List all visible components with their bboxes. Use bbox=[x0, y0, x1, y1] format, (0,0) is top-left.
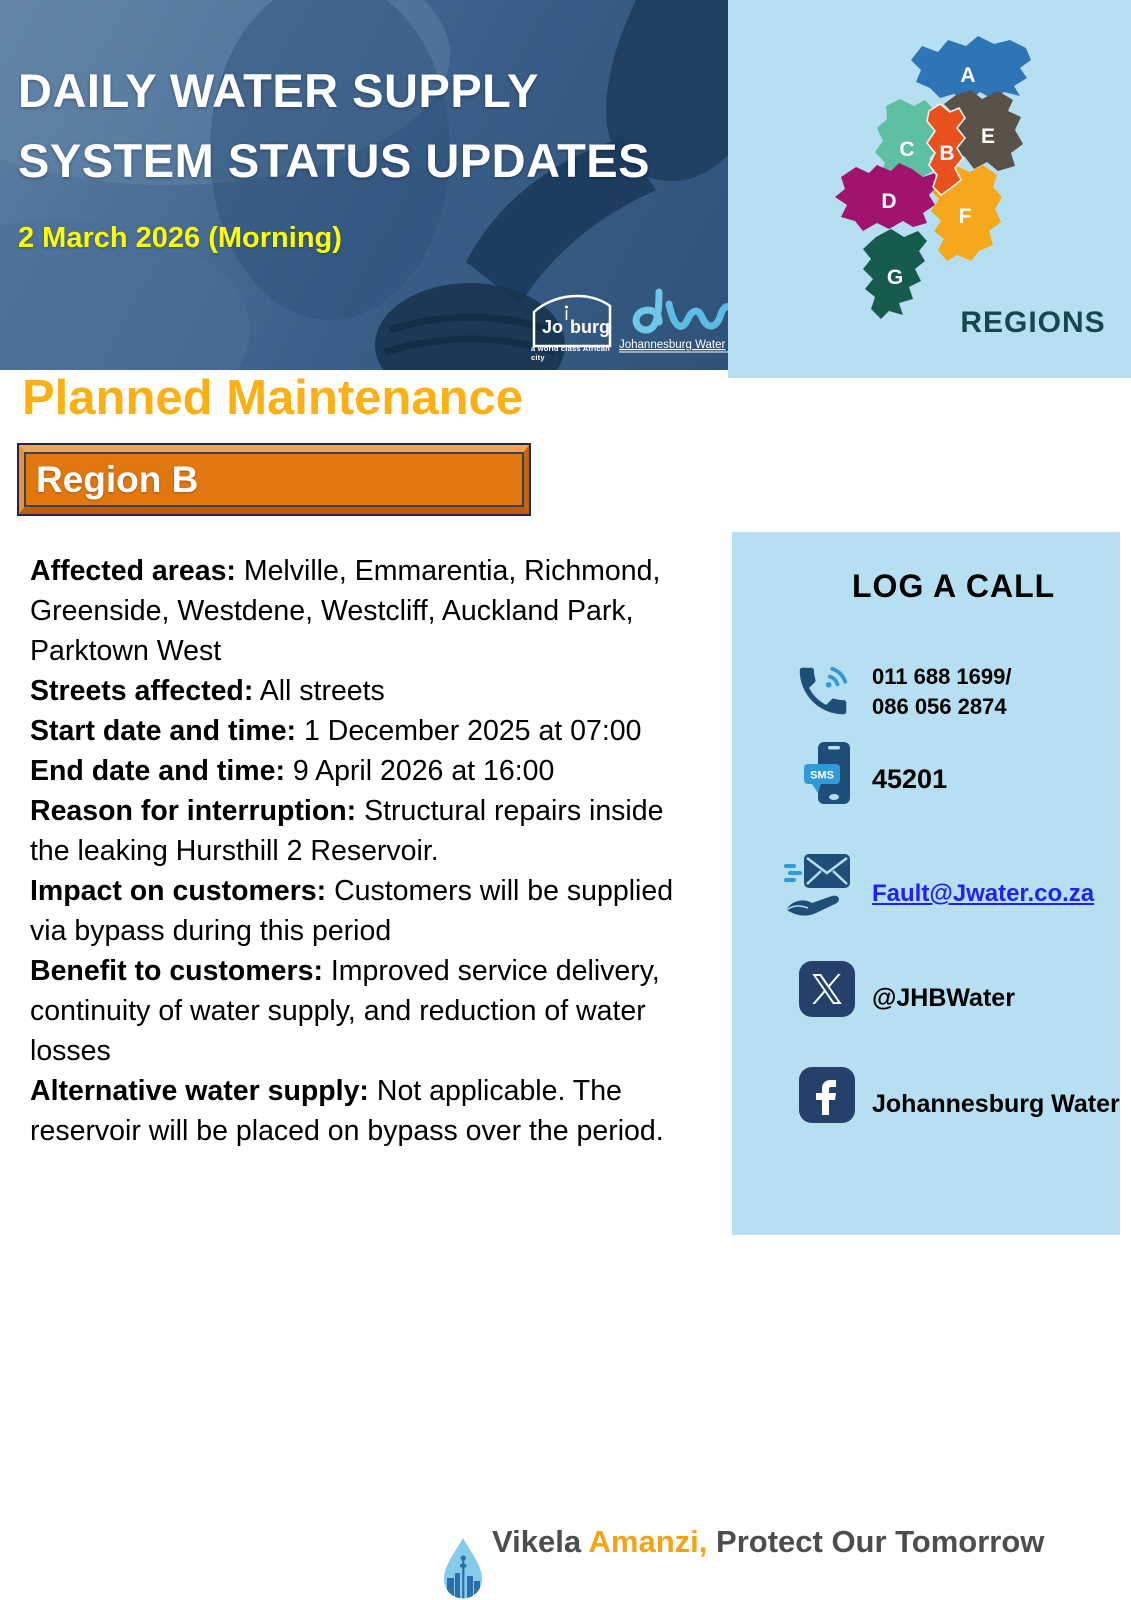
phone-numbers bbox=[872, 662, 1011, 722]
region-d-label: D bbox=[881, 190, 897, 213]
detail-label: End date and time: bbox=[30, 755, 285, 787]
region-a-label: A bbox=[960, 64, 976, 87]
detail-alternative bbox=[30, 1071, 702, 1151]
water-drop-icon bbox=[443, 1536, 483, 1600]
region-g-label: G bbox=[886, 266, 904, 289]
region-b-label: B bbox=[939, 142, 955, 165]
page-title-line2: SYSTEM STATUS UPDATES bbox=[18, 134, 650, 187]
detail-label: Affected areas: bbox=[30, 555, 236, 587]
sms-number: 45201 bbox=[872, 764, 948, 794]
regions-map-panel bbox=[728, 0, 1131, 378]
x-icon bbox=[798, 960, 856, 1018]
detail-impact bbox=[30, 871, 702, 951]
sms-icon bbox=[802, 740, 854, 810]
regions-map bbox=[728, 0, 1131, 378]
phone-icon bbox=[792, 660, 854, 722]
svg-text:SMS: SMS bbox=[810, 769, 834, 782]
region-banner-label: Region B bbox=[36, 458, 199, 500]
detail-reason bbox=[30, 791, 702, 871]
detail-start bbox=[30, 711, 702, 751]
detail-value: Melville, Emmarentia, Richmond, Greenside, Westdene, Westcliff, Auckland Park, Parktown West bbox=[30, 555, 661, 667]
detail-value: Improved service delivery, continuity of water supply, and reduction of water losses bbox=[30, 955, 660, 1067]
phone-number-line1: 011 688 1699/ bbox=[872, 664, 1012, 689]
joburg-tagline: a world class African city bbox=[531, 344, 610, 362]
detail-value: Not applicable. The reservoir will be placed on bypass over the period. bbox=[30, 1075, 664, 1147]
detail-label: Alternative water supply: bbox=[30, 1075, 369, 1107]
maintenance-details bbox=[30, 551, 702, 1151]
jw-logo-label: Johannesburg Water bbox=[619, 339, 726, 351]
detail-benefit bbox=[30, 951, 702, 1071]
header-banner bbox=[0, 0, 728, 370]
johannesburg-water-logo bbox=[617, 282, 728, 362]
detail-streets bbox=[30, 671, 702, 711]
jw-wave-icon bbox=[617, 282, 728, 362]
detail-value: Structural repairs inside the leaking Hursthill 2 Reservoir. bbox=[30, 795, 664, 867]
footer-slogan-part2: Protect Our Tomorrow bbox=[716, 1524, 1045, 1559]
region-banner bbox=[17, 443, 531, 516]
region-f-label: F bbox=[958, 205, 972, 228]
joburg-logo-icon bbox=[531, 288, 613, 348]
detail-value: 9 April 2026 at 16:00 bbox=[292, 755, 555, 787]
x-handle: @JHBWater bbox=[872, 984, 1015, 1012]
email-icon bbox=[780, 852, 856, 922]
detail-label: Benefit to customers: bbox=[30, 955, 323, 987]
log-a-call-panel bbox=[732, 532, 1120, 1235]
region-e-label: E bbox=[980, 125, 996, 148]
svg-text:burg: burg bbox=[570, 317, 610, 337]
detail-label: Reason for interruption: bbox=[30, 795, 357, 827]
page-title-line1: DAILY WATER SUPPLY bbox=[18, 64, 539, 117]
detail-value: 1 December 2025 at 07:00 bbox=[303, 715, 642, 747]
section-title: Planned Maintenance bbox=[22, 371, 524, 425]
detail-label: Streets affected: bbox=[30, 675, 254, 707]
footer-slogan-part1: Vikela bbox=[492, 1524, 582, 1559]
phone-number-line2: 086 056 2874 bbox=[872, 694, 1007, 719]
svg-text:Jo: Jo bbox=[542, 317, 564, 337]
detail-end bbox=[30, 751, 702, 791]
facebook-page-name: Johannesburg Water bbox=[872, 1090, 1120, 1118]
log-a-call-title: LOG A CALL bbox=[852, 568, 1056, 604]
page-title bbox=[18, 56, 650, 196]
detail-value: All streets bbox=[259, 675, 385, 707]
detail-value: Customers will be supplied via bypass during this period bbox=[30, 875, 674, 947]
email-link[interactable]: Fault@Jwater.co.za bbox=[872, 880, 1095, 907]
facebook-icon bbox=[798, 1066, 856, 1124]
footer-slogan-accent: Amanzi, bbox=[588, 1524, 708, 1559]
report-date: 2 March 2026 (Morning) bbox=[18, 222, 342, 254]
region-c-label: C bbox=[899, 138, 915, 161]
detail-label: Start date and time: bbox=[30, 715, 297, 747]
detail-affected-areas bbox=[30, 551, 702, 671]
regions-caption: REGIONS bbox=[960, 306, 1106, 339]
footer-slogan bbox=[492, 1524, 1044, 1560]
detail-label: Impact on customers: bbox=[30, 875, 327, 907]
